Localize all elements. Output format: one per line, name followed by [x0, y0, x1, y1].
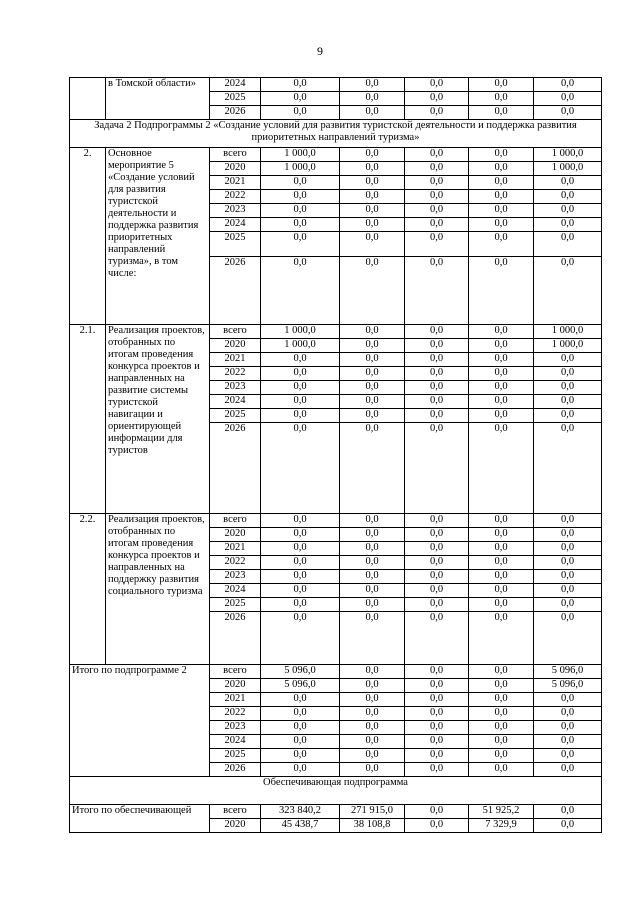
- value-cell: 0,0: [469, 584, 534, 598]
- value-cell: 0,0: [469, 693, 534, 707]
- value-cell: 5 096,0: [534, 665, 602, 679]
- value-cell: 0,0: [405, 805, 469, 819]
- value-cell: 0,0: [405, 78, 469, 92]
- value-cell: 0,0: [340, 423, 405, 514]
- value-cell: 0,0: [469, 749, 534, 763]
- year-cell: 2023: [210, 204, 261, 218]
- value-cell: 0,0: [340, 612, 405, 665]
- value-cell: 1 000,0: [534, 162, 602, 176]
- activity-name: Реализация проектов, отобранных по итогам проведения конкурса проектов и направленных на развитие системы туристской навигации и ориентирующей информации для туристов: [106, 325, 210, 514]
- value-cell: 1 000,0: [534, 339, 602, 353]
- value-cell: 0,0: [261, 204, 340, 218]
- value-cell: 0,0: [405, 584, 469, 598]
- value-cell: 0,0: [261, 353, 340, 367]
- year-cell: 2026: [210, 612, 261, 665]
- year-cell: 2025: [210, 409, 261, 423]
- value-cell: 0,0: [405, 570, 469, 584]
- row-number: 2.1.: [70, 325, 106, 514]
- value-cell: 0,0: [340, 325, 405, 339]
- value-cell: 0,0: [340, 749, 405, 763]
- total-label: Итого по обеспечивающей: [70, 805, 210, 833]
- value-cell: 0,0: [261, 423, 340, 514]
- table-row: [70, 78, 602, 92]
- value-cell: 0,0: [534, 735, 602, 749]
- value-cell: 0,0: [340, 367, 405, 381]
- value-cell: 0,0: [405, 409, 469, 423]
- value-cell: 0,0: [405, 176, 469, 190]
- activity-name: Реализация проектов, отобранных по итогам проведения конкурса проектов и направленных на поддержку развития социального туризма: [106, 514, 210, 665]
- value-cell: 0,0: [469, 257, 534, 325]
- value-cell: 0,0: [261, 176, 340, 190]
- value-cell: 0,0: [261, 395, 340, 409]
- value-cell: 0,0: [405, 693, 469, 707]
- value-cell: 0,0: [261, 409, 340, 423]
- table-row: [70, 514, 602, 528]
- value-cell: 0,0: [469, 353, 534, 367]
- year-cell: 2022: [210, 367, 261, 381]
- value-cell: 0,0: [405, 763, 469, 777]
- value-cell: 0,0: [261, 190, 340, 204]
- value-cell: 0,0: [534, 409, 602, 423]
- table-row: [70, 148, 602, 162]
- value-cell: 0,0: [261, 232, 340, 257]
- value-cell: 0,0: [405, 106, 469, 120]
- year-cell: 2021: [210, 353, 261, 367]
- activity-name: Основное мероприятие 5 «Создание условий для развития туристской деятельности и поддержка развития приоритетных направлений туризма», в том числе:: [106, 148, 210, 325]
- value-cell: 0,0: [340, 584, 405, 598]
- year-cell: 2020: [210, 339, 261, 353]
- value-cell: 1 000,0: [534, 148, 602, 162]
- value-cell: 0,0: [469, 612, 534, 665]
- value-cell: 0,0: [469, 204, 534, 218]
- year-cell: 2025: [210, 749, 261, 763]
- year-cell: 2025: [210, 232, 261, 257]
- value-cell: 0,0: [261, 612, 340, 665]
- value-cell: 0,0: [340, 735, 405, 749]
- value-cell: 0,0: [534, 395, 602, 409]
- year-cell: 2020: [210, 679, 261, 693]
- value-cell: 0,0: [469, 707, 534, 721]
- value-cell: 0,0: [469, 763, 534, 777]
- value-cell: 0,0: [340, 665, 405, 679]
- year-cell: 2020: [210, 819, 261, 833]
- value-cell: 0,0: [534, 381, 602, 395]
- value-cell: 0,0: [469, 381, 534, 395]
- value-cell: 0,0: [340, 106, 405, 120]
- value-cell: 271 915,0: [340, 805, 405, 819]
- value-cell: 0,0: [340, 162, 405, 176]
- value-cell: 0,0: [534, 556, 602, 570]
- value-cell: 0,0: [534, 749, 602, 763]
- value-cell: 51 925,2: [469, 805, 534, 819]
- value-cell: 0,0: [469, 106, 534, 120]
- row-number: 2.2.: [70, 514, 106, 665]
- value-cell: 0,0: [405, 204, 469, 218]
- value-cell: 0,0: [534, 92, 602, 106]
- value-cell: 0,0: [469, 78, 534, 92]
- value-cell: 0,0: [469, 679, 534, 693]
- value-cell: 0,0: [261, 542, 340, 556]
- value-cell: 7 329,9: [469, 819, 534, 833]
- value-cell: 0,0: [534, 204, 602, 218]
- value-cell: 0,0: [405, 190, 469, 204]
- value-cell: 0,0: [534, 763, 602, 777]
- value-cell: 0,0: [469, 735, 534, 749]
- value-cell: 0,0: [534, 819, 602, 833]
- value-cell: 0,0: [340, 514, 405, 528]
- value-cell: 5 096,0: [534, 679, 602, 693]
- value-cell: 45 438,7: [261, 819, 340, 833]
- table-row: [70, 777, 602, 805]
- value-cell: 0,0: [261, 570, 340, 584]
- value-cell: 0,0: [405, 542, 469, 556]
- value-cell: 0,0: [340, 190, 405, 204]
- value-cell: 0,0: [405, 381, 469, 395]
- table-row: [70, 805, 602, 819]
- value-cell: 5 096,0: [261, 679, 340, 693]
- value-cell: 0,0: [340, 257, 405, 325]
- value-cell: 0,0: [340, 679, 405, 693]
- value-cell: 0,0: [261, 707, 340, 721]
- value-cell: 0,0: [405, 612, 469, 665]
- value-cell: 0,0: [534, 353, 602, 367]
- value-cell: 0,0: [261, 92, 340, 106]
- year-cell: 2026: [210, 423, 261, 514]
- value-cell: 0,0: [534, 423, 602, 514]
- value-cell: 0,0: [405, 819, 469, 833]
- value-cell: 0,0: [340, 707, 405, 721]
- value-cell: 0,0: [261, 749, 340, 763]
- value-cell: 0,0: [261, 598, 340, 612]
- value-cell: 0,0: [534, 218, 602, 232]
- value-cell: 0,0: [405, 395, 469, 409]
- value-cell: 0,0: [261, 528, 340, 542]
- value-cell: 0,0: [469, 721, 534, 735]
- value-cell: 0,0: [261, 381, 340, 395]
- value-cell: 1 000,0: [534, 325, 602, 339]
- value-cell: 0,0: [405, 325, 469, 339]
- year-cell: 2026: [210, 106, 261, 120]
- row-number: 2.: [70, 148, 106, 325]
- table-row: [70, 665, 602, 679]
- value-cell: 0,0: [534, 721, 602, 735]
- year-cell: 2022: [210, 190, 261, 204]
- year-cell: 2021: [210, 693, 261, 707]
- task-header: Задача 2 Подпрограммы 2 «Создание условий для развития туристской деятельности и поддержка развития приоритетных направлений туризма»: [70, 120, 602, 148]
- value-cell: 0,0: [340, 693, 405, 707]
- total-label: Итого по подпрограмме 2: [70, 665, 210, 777]
- value-cell: 0,0: [261, 106, 340, 120]
- value-cell: 0,0: [469, 423, 534, 514]
- year-cell: всего: [210, 665, 261, 679]
- value-cell: 0,0: [469, 542, 534, 556]
- value-cell: 1 000,0: [261, 339, 340, 353]
- value-cell: 0,0: [469, 395, 534, 409]
- value-cell: 0,0: [534, 514, 602, 528]
- value-cell: 0,0: [405, 353, 469, 367]
- value-cell: 0,0: [469, 339, 534, 353]
- value-cell: 38 108,8: [340, 819, 405, 833]
- table-row: [70, 120, 602, 148]
- year-cell: 2025: [210, 92, 261, 106]
- year-cell: всего: [210, 148, 261, 162]
- value-cell: 0,0: [340, 78, 405, 92]
- value-cell: 0,0: [469, 148, 534, 162]
- value-cell: 0,0: [340, 556, 405, 570]
- value-cell: 0,0: [261, 514, 340, 528]
- page-number: 9: [317, 44, 323, 58]
- year-cell: 2020: [210, 528, 261, 542]
- value-cell: 0,0: [340, 542, 405, 556]
- value-cell: 0,0: [469, 665, 534, 679]
- value-cell: 0,0: [340, 339, 405, 353]
- year-cell: 2022: [210, 556, 261, 570]
- year-cell: 2020: [210, 162, 261, 176]
- value-cell: 0,0: [405, 721, 469, 735]
- value-cell: 0,0: [405, 367, 469, 381]
- value-cell: 0,0: [534, 805, 602, 819]
- value-cell: 0,0: [534, 232, 602, 257]
- value-cell: 0,0: [469, 598, 534, 612]
- value-cell: 0,0: [261, 584, 340, 598]
- year-cell: всего: [210, 805, 261, 819]
- value-cell: 0,0: [405, 665, 469, 679]
- value-cell: 0,0: [469, 190, 534, 204]
- value-cell: 0,0: [534, 584, 602, 598]
- value-cell: 0,0: [405, 232, 469, 257]
- value-cell: 1 000,0: [261, 162, 340, 176]
- activity-name: в Томской области»: [106, 78, 210, 120]
- value-cell: 0,0: [261, 763, 340, 777]
- value-cell: 0,0: [405, 598, 469, 612]
- value-cell: 0,0: [261, 78, 340, 92]
- value-cell: 0,0: [405, 162, 469, 176]
- year-cell: 2021: [210, 542, 261, 556]
- budget-table: [69, 77, 602, 833]
- year-cell: всего: [210, 325, 261, 339]
- value-cell: 0,0: [340, 570, 405, 584]
- value-cell: 0,0: [261, 721, 340, 735]
- value-cell: 0,0: [261, 693, 340, 707]
- value-cell: 0,0: [340, 721, 405, 735]
- value-cell: 0,0: [405, 218, 469, 232]
- value-cell: 0,0: [340, 176, 405, 190]
- value-cell: 0,0: [340, 218, 405, 232]
- value-cell: 0,0: [469, 232, 534, 257]
- table-row: [70, 325, 602, 339]
- value-cell: 0,0: [534, 707, 602, 721]
- value-cell: 0,0: [405, 257, 469, 325]
- value-cell: 323 840,2: [261, 805, 340, 819]
- value-cell: 0,0: [534, 693, 602, 707]
- year-cell: 2024: [210, 735, 261, 749]
- value-cell: 0,0: [405, 514, 469, 528]
- value-cell: 0,0: [469, 162, 534, 176]
- value-cell: 0,0: [469, 176, 534, 190]
- value-cell: 0,0: [534, 367, 602, 381]
- value-cell: 0,0: [469, 218, 534, 232]
- value-cell: 0,0: [340, 598, 405, 612]
- value-cell: 0,0: [405, 735, 469, 749]
- value-cell: 0,0: [340, 232, 405, 257]
- value-cell: 0,0: [469, 570, 534, 584]
- value-cell: 0,0: [405, 423, 469, 514]
- value-cell: 0,0: [534, 570, 602, 584]
- value-cell: 0,0: [534, 598, 602, 612]
- value-cell: 0,0: [340, 381, 405, 395]
- value-cell: 0,0: [340, 204, 405, 218]
- value-cell: 0,0: [534, 612, 602, 665]
- value-cell: 0,0: [340, 395, 405, 409]
- value-cell: 0,0: [405, 148, 469, 162]
- value-cell: 0,0: [469, 528, 534, 542]
- year-cell: 2024: [210, 584, 261, 598]
- value-cell: 0,0: [340, 763, 405, 777]
- value-cell: 0,0: [534, 78, 602, 92]
- value-cell: 0,0: [534, 528, 602, 542]
- value-cell: 0,0: [340, 92, 405, 106]
- value-cell: 0,0: [405, 528, 469, 542]
- value-cell: 0,0: [469, 325, 534, 339]
- value-cell: 0,0: [534, 542, 602, 556]
- value-cell: 0,0: [534, 106, 602, 120]
- value-cell: 0,0: [405, 339, 469, 353]
- year-cell: 2023: [210, 570, 261, 584]
- year-cell: 2023: [210, 721, 261, 735]
- value-cell: 0,0: [340, 353, 405, 367]
- value-cell: 0,0: [261, 218, 340, 232]
- year-cell: 2025: [210, 598, 261, 612]
- value-cell: 0,0: [405, 749, 469, 763]
- year-cell: 2021: [210, 176, 261, 190]
- row-number-cell: [70, 78, 106, 120]
- value-cell: 0,0: [261, 367, 340, 381]
- value-cell: 0,0: [261, 735, 340, 749]
- value-cell: 0,0: [469, 556, 534, 570]
- value-cell: 0,0: [340, 409, 405, 423]
- year-cell: всего: [210, 514, 261, 528]
- value-cell: 0,0: [340, 528, 405, 542]
- year-cell: 2023: [210, 381, 261, 395]
- value-cell: 1 000,0: [261, 325, 340, 339]
- year-cell: 2024: [210, 395, 261, 409]
- value-cell: 0,0: [469, 409, 534, 423]
- year-cell: 2024: [210, 218, 261, 232]
- year-cell: 2026: [210, 763, 261, 777]
- value-cell: 0,0: [534, 176, 602, 190]
- support-header: Обеспечивающая подпрограмма: [70, 777, 602, 805]
- value-cell: 0,0: [405, 556, 469, 570]
- value-cell: 0,0: [340, 148, 405, 162]
- value-cell: 0,0: [261, 257, 340, 325]
- value-cell: 0,0: [261, 556, 340, 570]
- value-cell: 0,0: [469, 92, 534, 106]
- value-cell: 0,0: [405, 92, 469, 106]
- value-cell: 0,0: [405, 707, 469, 721]
- year-cell: 2024: [210, 78, 261, 92]
- value-cell: 0,0: [405, 679, 469, 693]
- value-cell: 0,0: [469, 367, 534, 381]
- year-cell: 2026: [210, 257, 261, 325]
- year-cell: 2022: [210, 707, 261, 721]
- value-cell: 0,0: [534, 190, 602, 204]
- value-cell: 0,0: [469, 514, 534, 528]
- value-cell: 0,0: [534, 257, 602, 325]
- value-cell: 5 096,0: [261, 665, 340, 679]
- value-cell: 1 000,0: [261, 148, 340, 162]
